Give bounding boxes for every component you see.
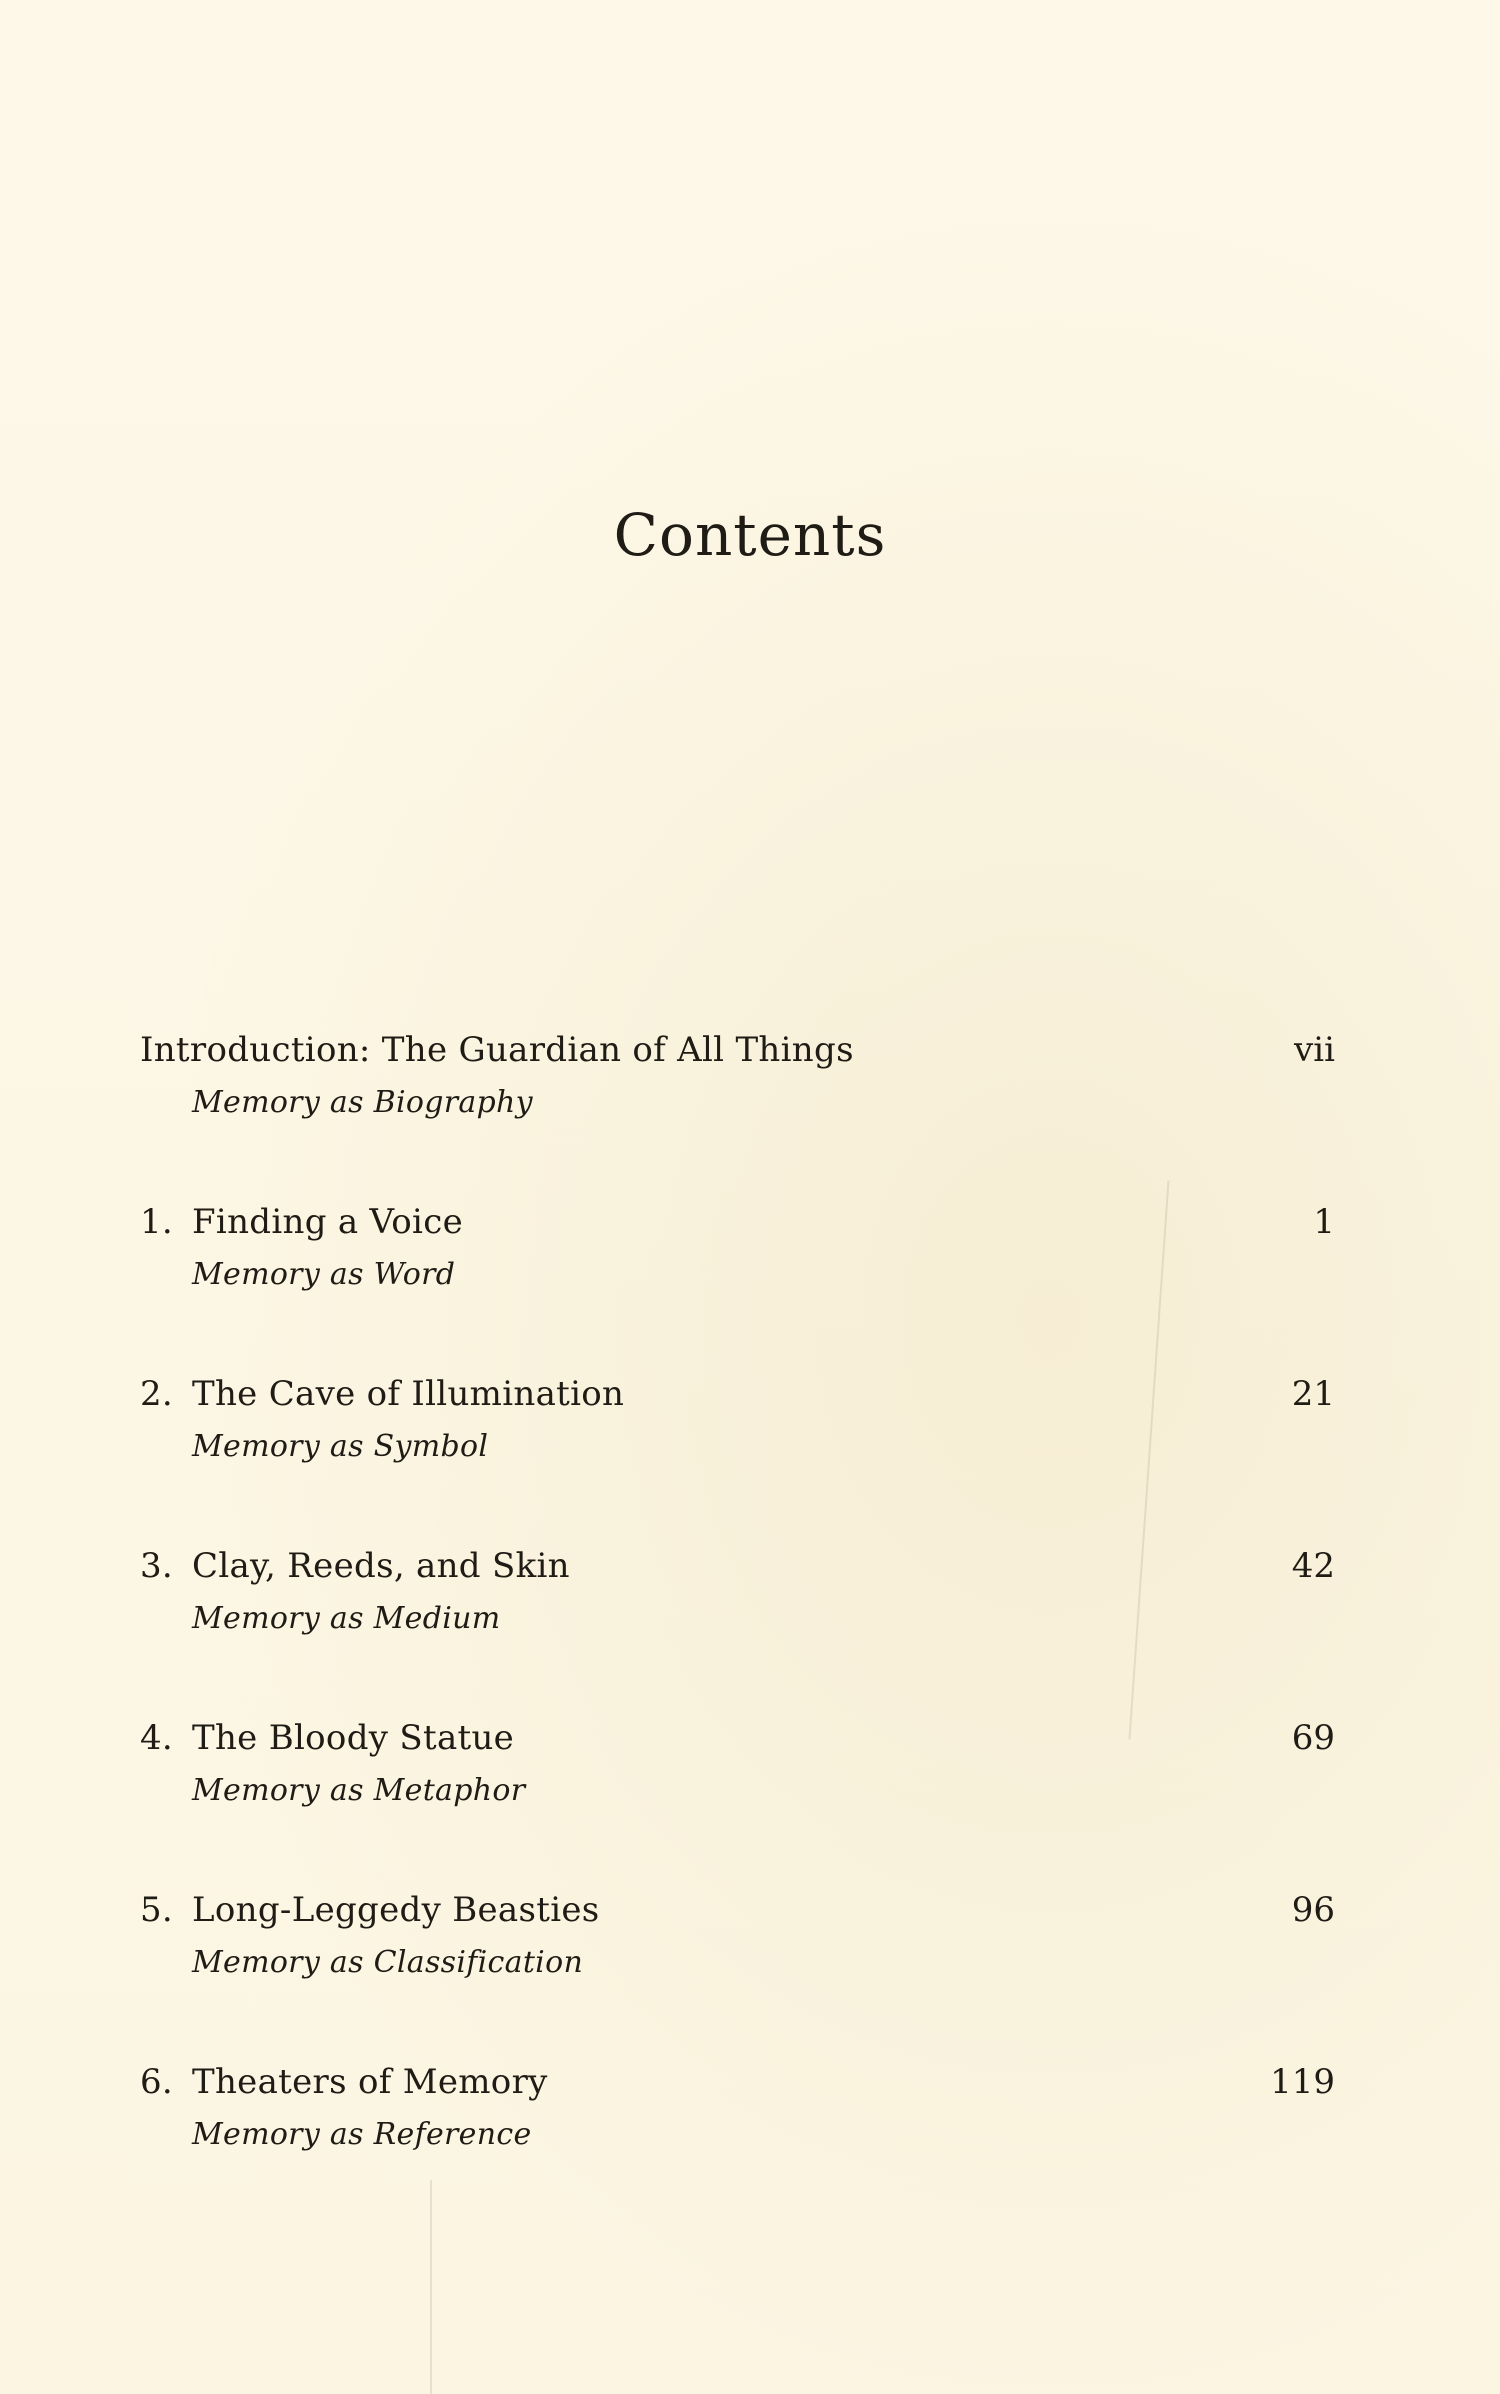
toc-entry-page: 69	[1291, 1718, 1335, 1758]
toc-entry-page: 96	[1291, 1890, 1335, 1930]
toc-entry-line	[140, 1713, 1335, 1763]
toc-entry-number: 3.	[140, 1546, 174, 1586]
toc-entry-line	[140, 2057, 1335, 2107]
toc-entry-title: Long-Leggedy Beasties	[192, 1890, 600, 1930]
toc-entry-page: 119	[1270, 2062, 1335, 2102]
toc-entry[interactable]	[140, 1541, 1335, 1713]
toc-entry-number: 5.	[140, 1890, 174, 1930]
toc-entry[interactable]	[140, 1197, 1335, 1369]
toc-entry-title: Finding a Voice	[192, 1202, 463, 1242]
toc-entry-title: The Bloody Statue	[192, 1718, 515, 1758]
toc-entry-page: 42	[1291, 1546, 1335, 1586]
toc-entry-subtitle: Memory as Classification	[192, 1945, 584, 1980]
toc-entry-line	[140, 1541, 1335, 1591]
toc-entry[interactable]	[140, 1885, 1335, 2057]
toc-entry-page: 21	[1291, 1374, 1335, 1414]
toc-entry-title: Clay, Reeds, and Skin	[192, 1546, 570, 1586]
toc-entry-line	[140, 1369, 1335, 1419]
toc-entry[interactable]	[140, 1025, 1335, 1197]
toc-entry-subtitle: Memory as Word	[192, 1257, 456, 1292]
toc-entry-page: 1	[1313, 1202, 1335, 1242]
page-title: Contents	[613, 500, 887, 569]
toc-entry-line	[140, 1025, 1335, 1075]
toc-entry-subtitle: Memory as Biography	[192, 1085, 533, 1120]
toc-entry[interactable]	[140, 1713, 1335, 1885]
toc-entry-number: 2.	[140, 1374, 174, 1414]
toc-entry-title: Introduction: The Guardian of All Things	[140, 1030, 854, 1070]
toc-entry-page: vii	[1294, 1030, 1335, 1070]
toc-entry-number: 6.	[140, 2062, 174, 2102]
toc-entry-subtitle: Memory as Reference	[192, 2117, 532, 2152]
toc-entry[interactable]	[140, 1369, 1335, 1541]
toc-entry-line	[140, 1885, 1335, 1935]
toc-entry-line	[140, 1197, 1335, 1247]
toc-entry-title: Theaters of Memory	[192, 2062, 548, 2102]
table-of-contents	[140, 1025, 1335, 2229]
toc-entry-subtitle: Memory as Medium	[192, 1601, 501, 1636]
toc-entry-subtitle: Memory as Metaphor	[192, 1773, 526, 1808]
toc-entry[interactable]	[140, 2057, 1335, 2229]
toc-entry-number: 1.	[140, 1202, 174, 1242]
toc-entry-title: The Cave of Illumination	[192, 1374, 625, 1414]
toc-entry-number: 4.	[140, 1718, 174, 1758]
toc-entry-subtitle: Memory as Symbol	[192, 1429, 489, 1464]
